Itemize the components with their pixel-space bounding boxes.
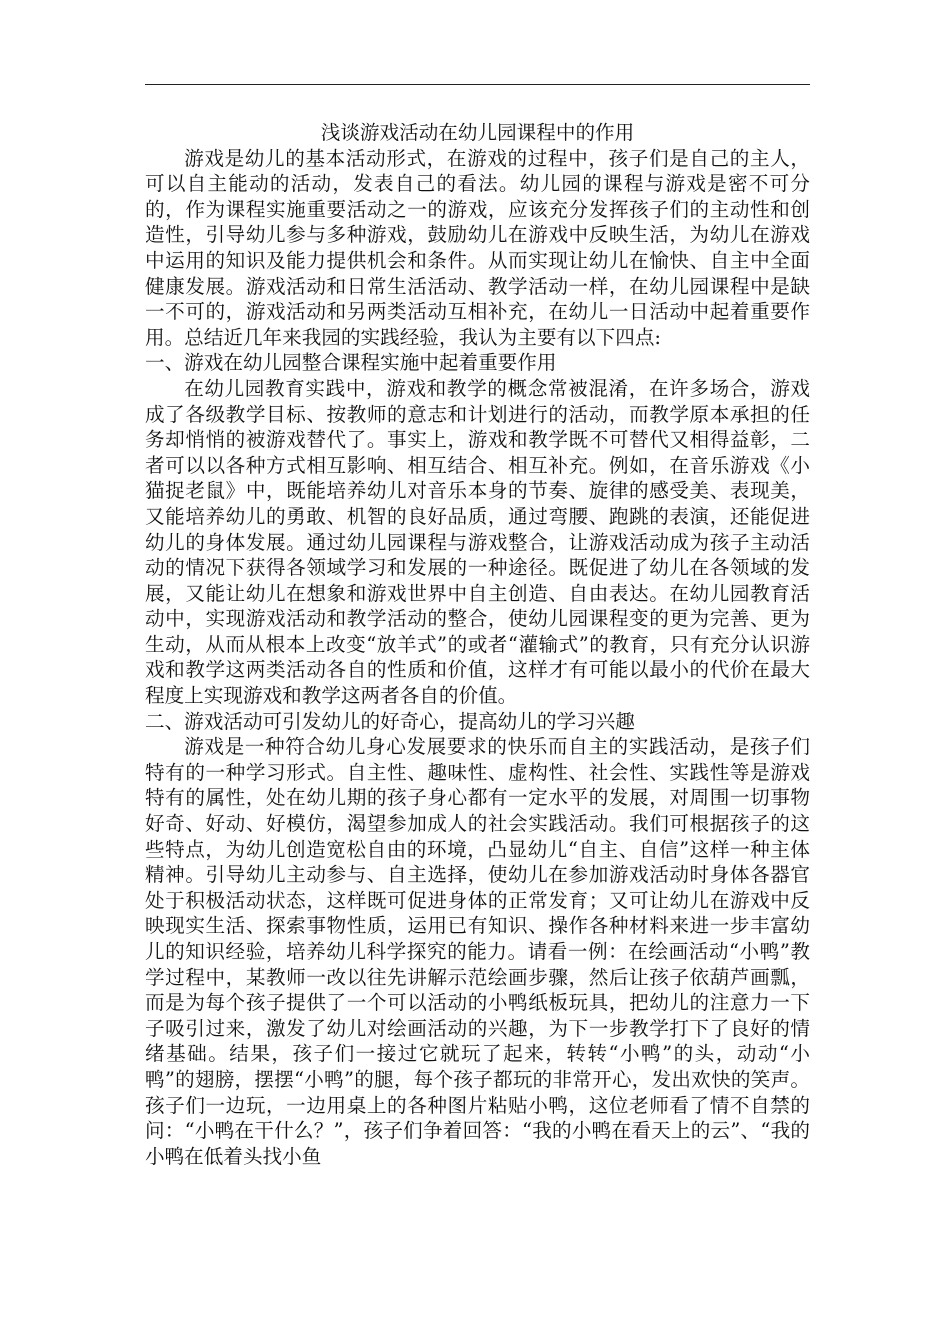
section-1-heading: 一、游戏在幼儿园整合课程实施中起着重要作用 bbox=[145, 351, 557, 375]
document-content bbox=[145, 120, 810, 1169]
header-rule bbox=[145, 84, 810, 85]
section-2-heading: 二、游戏活动可引发幼儿的好奇心，提高幼儿的学习兴趣 bbox=[145, 709, 635, 733]
section-1-paragraph: 在幼儿园教育实践中，游戏和教学的概念常被混淆，在许多场合，游戏成了各级教学目标、按教师的意志和计划进行的活动，而教学原本承担的任务却悄悄的被游戏替代了。事实上，游戏和教学既不可替代又相得益彰，二者可以以各种方式相互影响、相互结合、相互补充。例如，在音乐游戏《小猫捉老鼠》中，既能培养幼儿对音乐本身的节奏、旋律的感受美、表现美，又能培养幼儿的勇敢、机智的良好品质，通过弯腰、跑跳的表演，还能促进幼儿的身体发展。通过幼儿园课程与游戏整合，让游戏活动成为孩子主动活动的情况下获得各领域学习和发展的一种途径。既促进了幼儿在各领域的发展，又能让幼儿在想象和游戏世界中自主创造、自由表达。在幼儿园教育活动中，实现游戏活动和教学活动的整合，使幼儿园课程变的更为完善、更为生动，从而从根本上改变“放羊式”的或者“灌输式”的教育，只有充分认识游戏和教学这两类活动各自的性质和价值，这样才有可能以最小的代价在最大程度上实现游戏和教学这两者各自的价值。 bbox=[145, 376, 810, 708]
document-title: 浅谈游戏活动在幼儿园课程中的作用 bbox=[320, 121, 635, 144]
section-2-paragraph: 游戏是一种符合幼儿身心发展要求的快乐而自主的实践活动，是孩子们特有的一种学习形式。自主性、趣味性、虚构性、社会性、实践性等是游戏特有的属性，处在幼儿期的孩子身心都有一定水平的发展，对周围一切事物好奇、好动、好模仿，渴望参加成人的社会实践活动。我们可根据孩子的这些特点，为幼儿创造宽松自由的环境，凸显幼儿“自主、自信”这样一种主体精神。引导幼儿主动参与、自主选择，使幼儿在参加游戏活动时身体各器官处于积极活动状态，这样既可促进身体的正常发育；又可让幼儿在游戏中反映现实生活、探索事物性质，运用已有知识、操作各种材料来进一步丰富幼儿的知识经验，培养幼儿科学探究的能力。请看一例：在绘画活动“小鸭”教学过程中，某教师一改以往先讲解示范绘画步骤，然后让孩子依葫芦画瓢，而是为每个孩子提供了一个可以活动的小鸭纸板玩具，把幼儿的注意力一下子吸引过来，激发了幼儿对绘画活动的兴趣，为下一步教学打下了良好的情绪基础。结果，孩子们一接过它就玩了起来，转转“小鸭”的头，动动“小鸭”的翅膀，摆摆“小鸭”的腿，每个孩子都玩的非常开心，发出欢快的笑声。孩子们一边玩，一边用桌上的各种图片粘贴小鸭，这位老师看了情不自禁的问：“小鸭在干什么？”，孩子们争着回答：“我的小鸭在看天上的云”、“我的小鸭在低着头找小鱼 bbox=[145, 735, 810, 1168]
intro-paragraph: 游戏是幼儿的基本活动形式，在游戏的过程中，孩子们是自己的主人，可以自主能动的活动，发表自己的看法。幼儿园的课程与游戏是密不可分的，作为课程实施重要活动之一的游戏，应该充分发挥孩子们的主动性和创造性，引导幼儿参与多种游戏，鼓励幼儿在游戏中反映生活，为幼儿在游戏中运用的知识及能力提供机会和条件。从而实现让幼儿在愉快、自主中全面健康发展。游戏活动和日常生活活动、教学活动一样，在幼儿园课程中是缺一不可的，游戏活动和另两类活动互相补充，在幼儿一日活动中起着重要作用。总结近几年来我园的实践经验，我认为主要有以下四点: bbox=[145, 146, 810, 349]
